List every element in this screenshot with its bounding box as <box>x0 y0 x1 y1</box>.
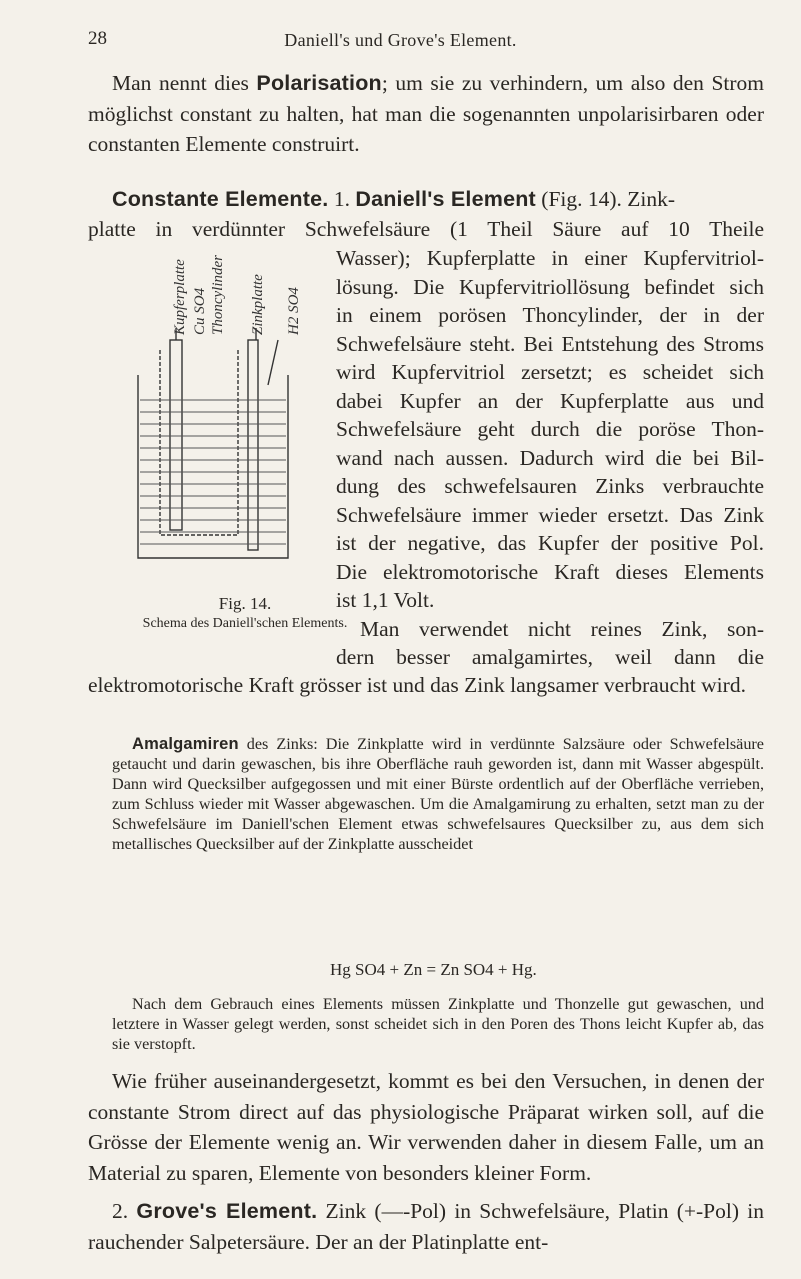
label-thoncylinder: Thoncylinder <box>210 255 226 335</box>
wrapped-line: Wasser); Kupferplatte in einer Kupfervitriol- <box>336 246 764 270</box>
wrapped-line: ist der negative, das Kupfer der positive Pol. <box>336 531 764 555</box>
wrapped-line: wand nach aussen. Dadurch wird die bei Bil- <box>336 445 764 470</box>
wrapped-line: wird Kupfervitriol zersetzt; es scheidet sich <box>336 360 764 384</box>
wrapped-line: Man verwendet nicht reines Zink, son- <box>360 616 764 641</box>
wrapped-line: Die elektromotorische Kraft dieses Elements <box>336 559 764 584</box>
page-number: 28 <box>88 28 107 49</box>
running-head: Daniell's und Grove's Element. <box>284 30 517 50</box>
wrapped-line: in einem porösen Thoncylinder, der in der <box>336 303 764 327</box>
zinc-plate <box>248 340 258 550</box>
label-cuso4: Cu SO4 <box>192 287 208 335</box>
label-zinkplatte: Zinkplatte <box>250 274 266 335</box>
constant-heading: Constante Elemente. <box>112 187 329 211</box>
grove-paragraph: 2. Grove's Element. Zink (—-Pol) in Schwefelsäure, Platin (+-Pol) in rauchender Salpetersäure. Der an der Platinplatte ent- <box>88 1199 765 1254</box>
amalgam-heading: Amalgamiren <box>132 735 239 753</box>
wrapped-line: Schwefelsäure steht. Bei Entstehung des Stroms <box>336 331 764 356</box>
wrapped-line: dung des schwefelsauren Zinks verbrauchte <box>336 474 764 498</box>
chemical-equation: Hg SO4 + Zn = Zn SO4 + Hg. <box>330 960 537 979</box>
figure-label: Fig. 14. <box>218 594 272 613</box>
daniell-cell-figure <box>118 240 348 570</box>
copper-plate <box>170 340 182 530</box>
wrapped-line: Schwefelsäure geht durch die poröse Thon- <box>336 417 764 441</box>
after-use-paragraph: Nach dem Gebrauch eines Elements müssen Zinkplatte und Thonzelle gut gewaschen, und letztere in Wasser gelegt werden, sonst scheidet sich in den Poren des Thons leicht Kupfer ab, das sie verstopft. <box>112 995 764 1053</box>
label-h2so4: H2 SO4 <box>286 287 302 335</box>
wie-paragraph: Wie früher auseinandergesetzt, kommt es bei den Versuchen, in denen der constante Strom direct auf das physiologische Präparat wirken soll, auf die Grösse der Elemente wenig an. Wir verwenden daher in diesem Falle, um an Material zu sparen, Elemente von besonders kleiner Form. <box>88 1069 764 1185</box>
wrapped-line: ist 1,1 Volt. <box>336 588 435 612</box>
daniell-heading: Daniell's Element <box>355 187 536 211</box>
grove-heading: Grove's Element. <box>136 1199 318 1223</box>
constant-line-1: Constante Elemente. 1. Daniell's Element (Fig. 14). Zink- <box>112 187 676 211</box>
wrapped-line: Schwefelsäure immer wieder ersetzt. Das Zink <box>336 502 764 527</box>
label-kupferplatte: Kupferplatte <box>172 259 188 335</box>
constant-line-2: platte in verdünnter Schwefelsäure (1 Theil Säure auf 10 Theile <box>88 217 764 241</box>
liquid-hatching <box>140 400 286 544</box>
term-polarisation: Polarisation <box>256 71 382 95</box>
wrapped-line: lösung. Die Kupfervitriollösung befindet sich <box>336 274 764 299</box>
wrapped-line: dabei Kupfer an der Kupferplatte aus und <box>336 388 764 413</box>
figure-caption: Schema des Daniell'schen Elements. <box>142 616 348 631</box>
constant-last-lines: elektromotorische Kraft grösser ist und das Zink langsamer verbraucht wird. <box>88 673 746 697</box>
intro-paragraph: Man nennt dies Polarisation; um sie zu verhindern, um also den Strom möglichst constant zu halten, hat man die sogenannten unpolarisirbaren oder constanten Elemente construirt. <box>88 71 765 156</box>
amalgam-paragraph: Amalgamiren des Zinks: Die Zinkplatte wird in verdünnte Salzsäure oder Schwefelsäure getaucht und darin gewaschen, bis ihre Oberfläche rauh geworden ist, dann mit Wasser abgespült. Dann wird Quecksilber aufgegossen und mit einer Bürste ordentlich auf der Oberfläche verrieben, zum Schluss wieder mit Wasser abgewaschen. Um die Amalgamirung zu erhalten, setzt man zu der Schwefelsäure im Daniell'schen Element etwas schwefelsaures Quecksilber zu, aus dem sich metallisches Quecksilber auf der Zinkplatte ausscheidet <box>112 735 764 853</box>
wrapped-line: dern besser amalgamirtes, weil dann die <box>336 645 764 669</box>
